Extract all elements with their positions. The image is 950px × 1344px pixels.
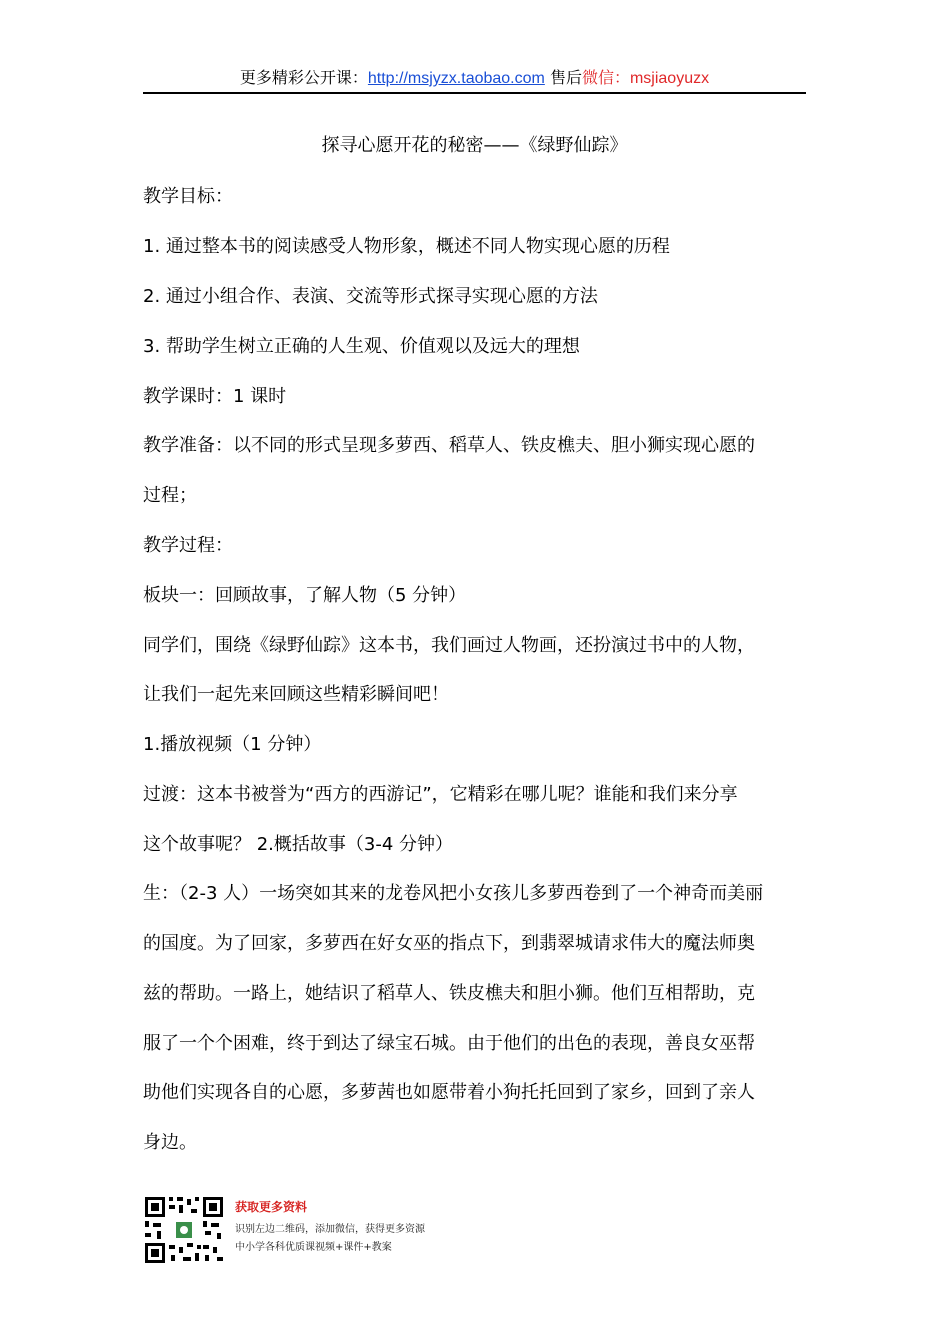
paragraph-line: 3. 帮助学生树立正确的人生观、价值观以及远大的理想	[143, 336, 580, 357]
paragraph-line: 同学们，围绕《绿野仙踪》这本书，我们画过人物画，还扮演过书中的人物，	[143, 635, 755, 656]
footer-headline: 获取更多资料	[235, 1200, 308, 1214]
document-title: 探寻心愿开花的秘密——《绿野仙踪》	[321, 135, 628, 156]
paragraph-line: 身边。	[143, 1132, 197, 1153]
paragraph-line: 兹的帮助。一路上，她结识了稻草人、铁皮樵夫和胆小狮。他们互相帮助，克	[143, 983, 755, 1004]
paragraph-line: 教学目标：	[143, 186, 233, 207]
header-prefix: 更多精彩公开课：	[239, 68, 368, 87]
paragraph-line: 过程；	[143, 485, 197, 506]
promo-footer	[143, 1195, 473, 1265]
paragraph-line: 板块一：回顾故事，了解人物（5 分钟）	[143, 585, 467, 606]
paragraph-line: 让我们一起先来回顾这些精彩瞬间吧！	[143, 684, 449, 705]
wechat-label: 微信：	[581, 68, 630, 87]
qr-code-icon	[143, 1195, 225, 1265]
paragraph-line: 生：（2-3 人）一场突如其来的龙卷风把小女孩儿多萝西卷到了一个神奇而美丽	[143, 883, 764, 904]
paragraph-line: 过渡：这本书被誉为“西方的西游记”，它精彩在哪儿呢？谁能和我们来分享	[143, 784, 738, 805]
shop-link[interactable]: http://msjyzx.taobao.com	[367, 70, 545, 87]
paragraph-line: 助他们实现各自的心愿，多萝茜也如愿带着小狗托托回到了家乡，回到了亲人	[143, 1082, 755, 1103]
footer-line-2: 中小学各科优质课视频+课件+教案	[235, 1242, 392, 1253]
paragraph-line: 2. 通过小组合作、表演、交流等形式探寻实现心愿的方法	[143, 286, 598, 307]
page-header	[143, 62, 806, 94]
paragraph-line: 的国度。为了回家，多萝西在好女巫的指点下，到翡翠城请求伟大的魔法师奥	[143, 933, 755, 954]
paragraph-line: 教学课时：1 课时	[143, 386, 287, 407]
paragraph-line: 教学准备：以不同的形式呈现多萝西、稻草人、铁皮樵夫、胆小狮实现心愿的	[143, 435, 755, 456]
footer-line-1: 识别左边二维码，添加微信，获得更多资源	[235, 1224, 425, 1235]
paragraph-line: 这个故事呢？ 2.概括故事（3-4 分钟）	[143, 834, 454, 855]
after-sale-label: 售后	[544, 68, 582, 87]
paragraph-line: 教学过程：	[143, 535, 233, 556]
wechat-id: msjiaoyuzx	[629, 70, 710, 87]
paragraph-line: 服了一个个困难，终于到达了绿宝石城。由于他们的出色的表现，善良女巫帮	[143, 1033, 755, 1054]
paragraph-line: 1.播放视频（1 分钟）	[143, 734, 322, 755]
paragraph-line: 1. 通过整本书的阅读感受人物形象，概述不同人物实现心愿的历程	[143, 236, 670, 257]
